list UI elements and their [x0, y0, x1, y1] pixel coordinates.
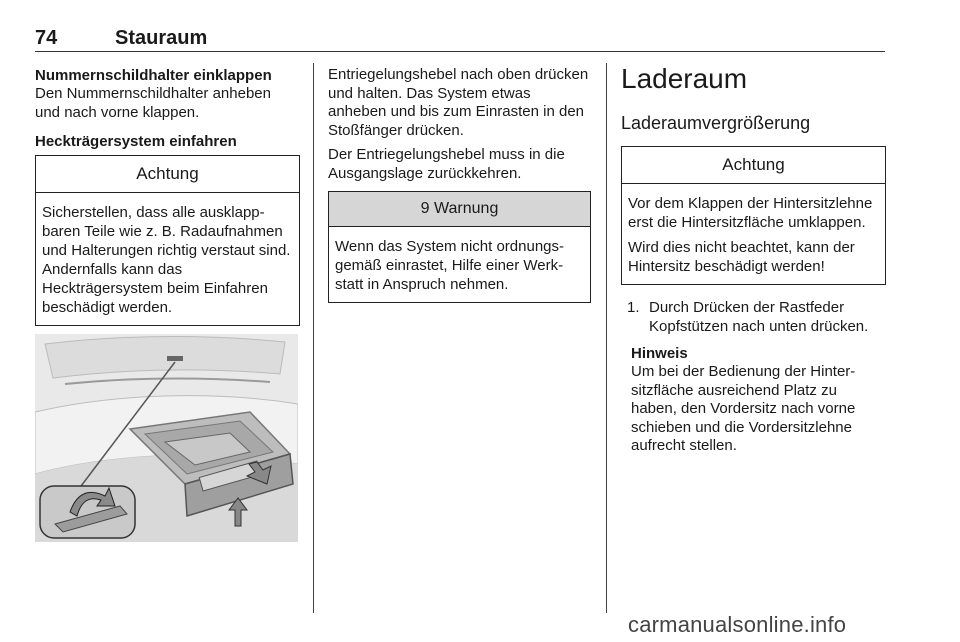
caution-box: [621, 146, 886, 285]
column-1: [35, 66, 300, 326]
warning-header: [329, 192, 590, 227]
rear-carrier-illustration: [35, 334, 298, 542]
subsection-heading: Laderaumvergrößerung: [621, 113, 811, 133]
paragraph: Den Nummernschildhalter anheben und nach vorne klappen.: [35, 85, 271, 121]
page-number: 74: [35, 27, 58, 49]
watermark: carmanualsonline.info: [628, 612, 847, 637]
heading-rack-retract: Heckträgersystem einfahren: [35, 133, 237, 150]
warning-icon: 9: [420, 200, 430, 217]
warning-title: Warnung: [434, 200, 499, 217]
hint-block: [631, 344, 886, 456]
caution-text-block: [622, 184, 885, 284]
column-2: [328, 66, 591, 303]
list-item: [621, 299, 886, 336]
carrier-drawing: [35, 334, 298, 542]
column-divider: [313, 63, 314, 613]
caution-title: Achtung: [36, 156, 299, 193]
caution-text: Wird dies nicht beachtet, kann der Hintersitz beschädigt werden!: [628, 239, 855, 275]
paragraph: Der Entriegelungshebel muss in die Ausgangslage zurückkehren.: [328, 146, 565, 182]
paragraph: Entriegelungshebel nach oben drücken und halten. Das System etwas anheben und bis zum Einrasten in den Stoßfänger drücken.: [328, 66, 589, 139]
list-number: 1.: [627, 299, 640, 316]
column-divider: [606, 63, 607, 613]
caution-title: Achtung: [622, 147, 885, 184]
list-text: Durch Drücken der Rastfeder Kopfstützen nach unten drücken.: [649, 299, 869, 335]
hint-text: Um bei der Bedienung der Hintersitzfläche ausreichend Platz zu haben, den Vordersitz nach vorne schieben und die Vordersitzlehne aufrecht stellen.: [631, 363, 856, 454]
caution-text: Sicherstellen, dass alle ausklappbaren Teile wie z. B. Radaufnahmen und Halterungen richtig verstaut sind. Andernfalls kann das Heckträgersystem beim Einfahren beschädigt werden.: [42, 204, 291, 316]
column-3: [621, 62, 886, 456]
section-heading: Laderaum: [621, 63, 748, 94]
caution-text: Vor dem Klappen der Hintersitzlehne erst die Hintersitzfläche umklappen.: [628, 195, 873, 231]
warning-text: Wenn das System nicht ordnungsgemäß einrastet, Hilfe einer Werkstatt in Anspruch nehmen.: [335, 238, 565, 293]
heading-licence-holder: Nummernschildhalter einklappen: [35, 67, 272, 84]
page-header: [35, 27, 885, 52]
warning-box: [328, 191, 591, 303]
section-title: Stauraum: [115, 27, 208, 49]
caution-box: [35, 155, 300, 326]
hint-title: Hinweis: [631, 345, 688, 362]
